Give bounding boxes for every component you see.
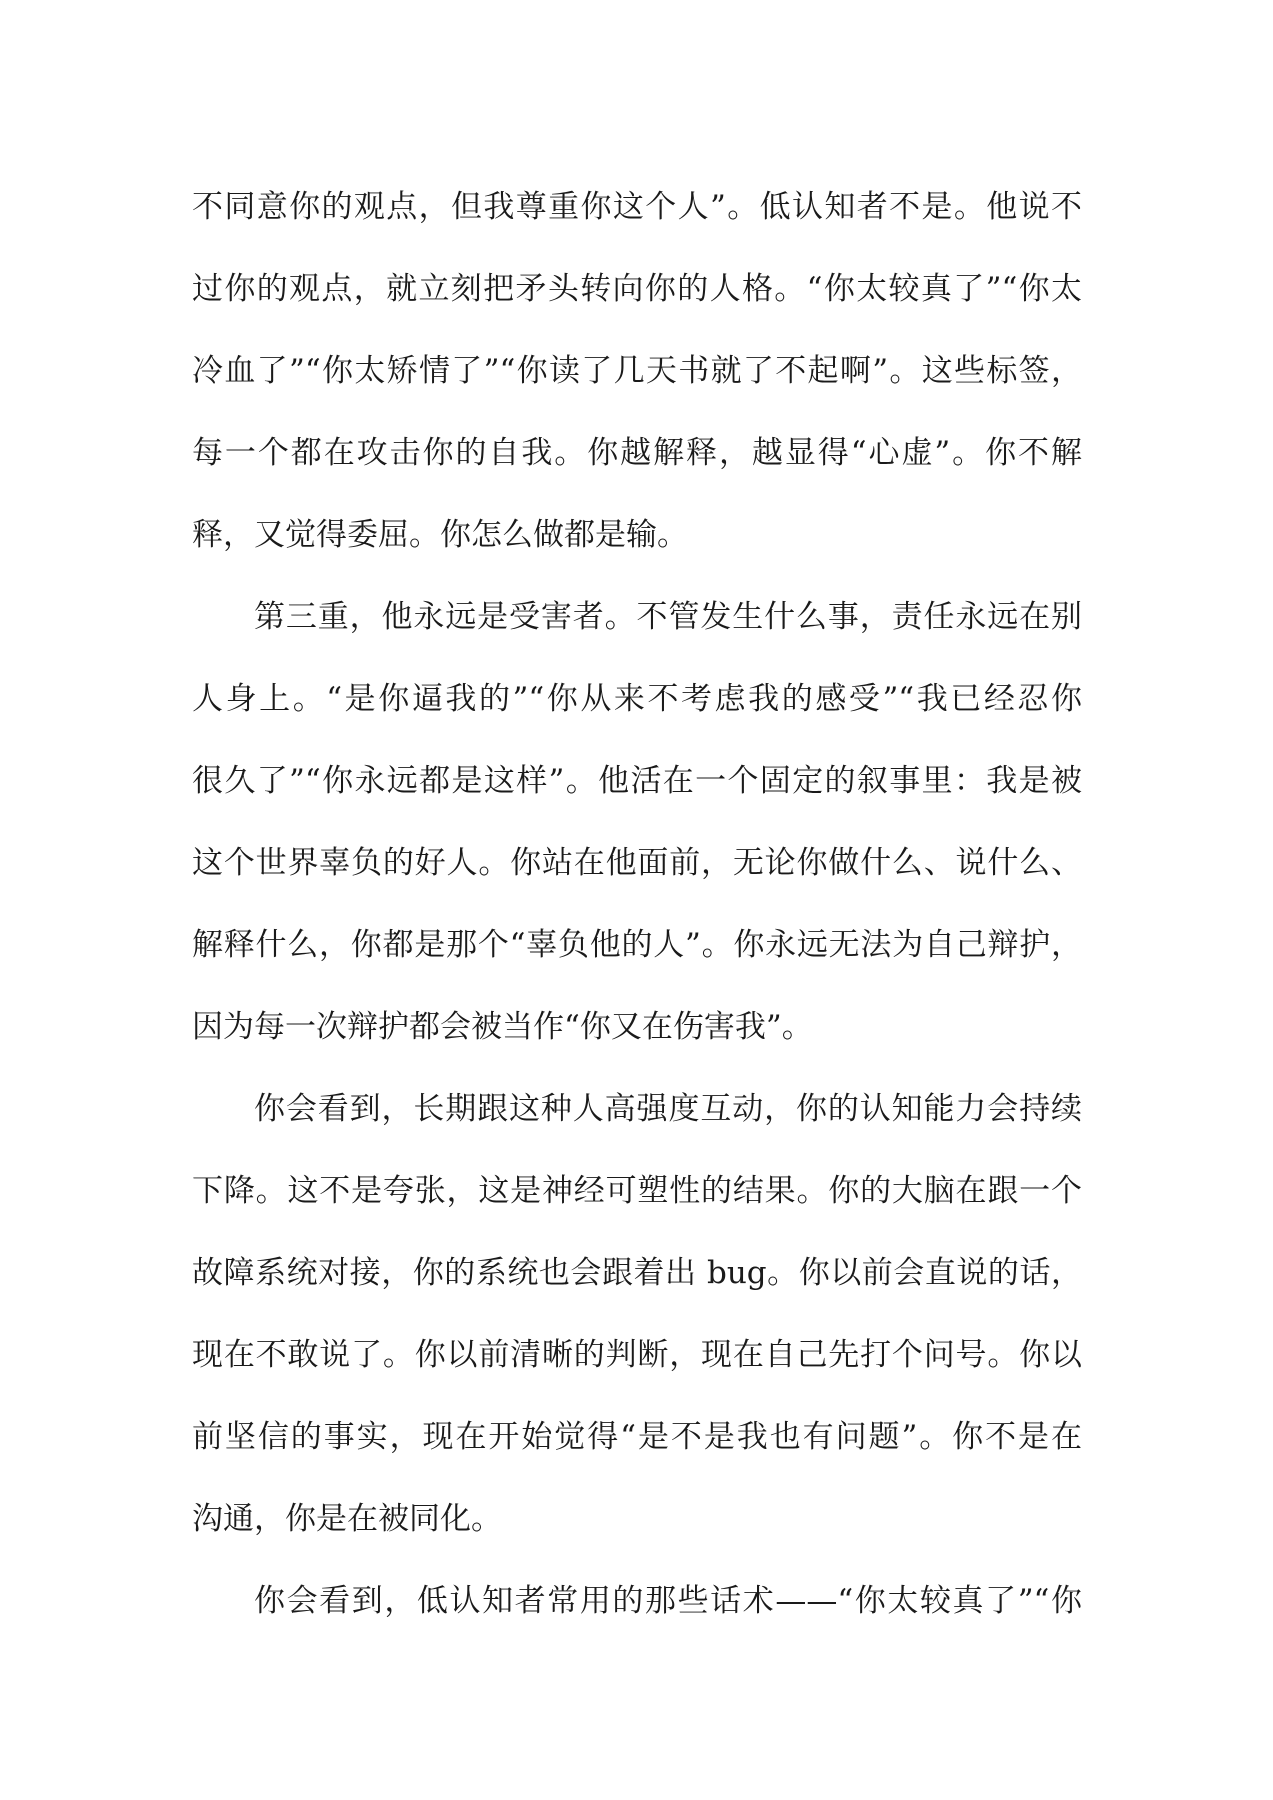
text-line: 每一个都在攻击你的自我。你越解释，越显得“心虚”。你不解 xyxy=(192,435,1082,471)
text-line: 沟通，你是在被同化。 xyxy=(192,1501,502,1537)
text-line: 不同意你的观点，但我尊重你这个人”。低认知者不是。他说不 xyxy=(192,189,1082,225)
text-line: 你会看到，长期跟这种人高强度互动，你的认知能力会持续 xyxy=(254,1091,1082,1127)
text-line: 下降。这不是夸张，这是神经可塑性的结果。你的大脑在跟一个 xyxy=(192,1173,1082,1209)
text-line: 解释什么，你都是那个“辜负他的人”。你永远无法为自己辩护， xyxy=(192,927,1082,963)
text-line: 故障系统对接，你的系统也会跟着出 bug。你以前会直说的话， xyxy=(192,1255,1082,1291)
text-line: 现在不敢说了。你以前清晰的判断，现在自己先打个问号。你以 xyxy=(192,1337,1082,1373)
text-line: 冷血了”“你太矫情了”“你读了几天书就了不起啊”。这些标签， xyxy=(192,353,1082,389)
body-text xyxy=(192,166,1082,1642)
text-line: 第三重，他永远是受害者。不管发生什么事，责任永远在别 xyxy=(254,599,1082,635)
text-line: 因为每一次辩护都会被当作“你又在伤害我”。 xyxy=(192,1009,813,1045)
text-line: 你会看到，低认知者常用的那些话术——“你太较真了”“你 xyxy=(254,1583,1082,1619)
text-line: 释，又觉得委屈。你怎么做都是输。 xyxy=(192,517,688,553)
text-line: 人身上。“是你逼我的”“你从来不考虑我的感受”“我已经忍你 xyxy=(192,681,1082,717)
text-line: 前坚信的事实，现在开始觉得“是不是我也有问题”。你不是在 xyxy=(192,1419,1082,1455)
text-line: 很久了”“你永远都是这样”。他活在一个固定的叙事里：我是被 xyxy=(192,763,1082,799)
text-line: 过你的观点，就立刻把矛头转向你的人格。“你太较真了”“你太 xyxy=(192,271,1082,307)
text-line: 这个世界辜负的好人。你站在他面前，无论你做什么、说什么、 xyxy=(192,845,1082,881)
